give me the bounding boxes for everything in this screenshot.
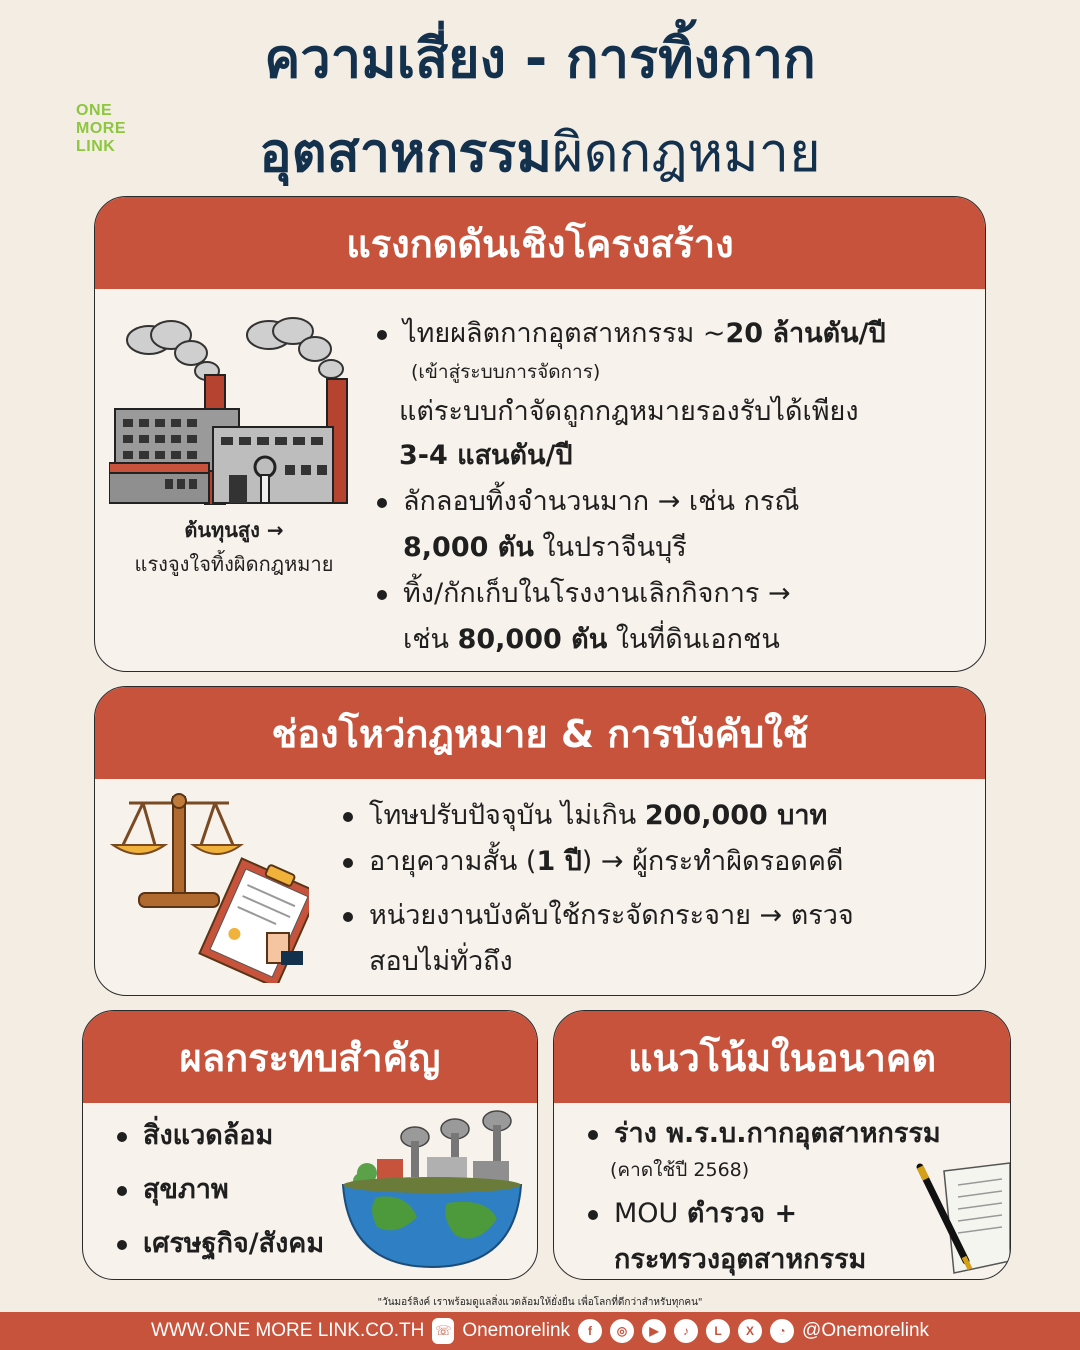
bullet-continuation: แต่ระบบกำจัดถูกกฎหมายรองรับได้เพียง — [399, 396, 859, 427]
factory-illustration — [109, 315, 359, 505]
bullet-closed-factories — [403, 577, 791, 611]
future-trends-card — [553, 1010, 1011, 1280]
draft-act-label: ร่าง พ.ร.บ.กากอุตสาหกรรม — [614, 1118, 941, 1149]
fine-amount: 200,000 บาท — [644, 800, 828, 831]
bullet-bold: 20 ล้านตัน/ปี — [725, 318, 886, 349]
trend-mou — [614, 1197, 797, 1231]
bullet-continuation-bold — [399, 439, 573, 473]
limitation-period: 1 ปี — [536, 846, 582, 877]
social-handle[interactable]: @Onemorelink — [802, 1320, 930, 1341]
x-icon[interactable]: X — [738, 1319, 762, 1343]
mou-pre: MOU — [614, 1198, 687, 1229]
legal-gaps-card — [94, 686, 986, 996]
youtube-icon[interactable]: ▶ — [642, 1319, 666, 1343]
bullet-illegal-dumping — [403, 485, 799, 519]
tagline-quote: "วันมอร์ลิงค์ เราพร้อมดูแลสิ่งแวดล้อมให้ยั่งยืน เพื่อโลกที่ดีกว่าสำหรับทุกคน" — [377, 1297, 703, 1308]
bullet-continuation — [403, 531, 687, 565]
bullet-continuation: สอบไม่ทั่วถึง — [369, 946, 513, 977]
logo-word-2: MORE — [76, 120, 126, 137]
logo-word-3: LINK — [76, 138, 116, 155]
bullet-waste-production — [403, 317, 886, 351]
impact-label: สุขภาพ — [143, 1174, 229, 1205]
key-impacts-card — [82, 1010, 538, 1280]
bullet-text: โทษปรับปัจจุบัน ไม่เกิน — [369, 800, 645, 831]
bullet-rest: ) → ผู้กระทำผิดรอดคดี — [581, 846, 844, 877]
website-link[interactable]: WWW.ONE MORE LINK.CO.TH — [150, 1320, 425, 1341]
bullet-text: ลักลอบทิ้งจำนวนมาก → เช่น กรณี — [403, 486, 800, 517]
line-id[interactable]: Onemorelink — [462, 1320, 571, 1341]
title-bold-part: อุตสาหกรรม — [259, 121, 552, 184]
structural-pressure-card — [94, 196, 986, 672]
footer-bar — [0, 1312, 1080, 1350]
scales-and-clipboard-illustration — [109, 793, 309, 983]
pen-and-paper-illustration — [914, 1161, 1011, 1280]
instagram-icon[interactable]: ◎ — [610, 1319, 634, 1343]
bullet-pre: อายุความสั้น ( — [369, 846, 537, 877]
impact-label: เศรษฐกิจ/สังคม — [143, 1228, 325, 1259]
bullet-continuation — [403, 623, 780, 657]
stored-amount: 80,000 ตัน — [457, 624, 608, 655]
trend-note: (คาดใช้ปี 2568) — [610, 1159, 750, 1181]
stored-location: ในที่ดินเอกชน — [607, 624, 780, 655]
section-heading: แรงกดดันเชิงโครงสร้าง — [95, 197, 985, 289]
bullet-text: ไทยผลิตกากอุตสาหกรรม ~ — [403, 318, 726, 349]
logo-word-1: ONE — [76, 102, 113, 119]
trend-continuation — [614, 1243, 866, 1277]
bullet-note: (เข้าสู่ระบบการจัดการ) — [411, 361, 601, 383]
capacity-value: 3-4 แสนตัน/ปี — [399, 440, 573, 471]
bullet-short-limitation — [369, 845, 843, 879]
polluted-earth-illustration — [337, 1107, 527, 1277]
trend-draft-act — [614, 1117, 941, 1151]
brand-logo — [76, 102, 140, 156]
facebook-icon[interactable]: f — [578, 1319, 602, 1343]
bullet-text: หน่วยงานบังคับใช้กระจัดกระจาย → ตรวจ — [369, 900, 854, 931]
page-title-line2 — [100, 121, 980, 184]
impact-health — [143, 1173, 229, 1207]
factory-caption — [109, 513, 359, 581]
page-title-line1: ความเสี่ยง - การทิ้งกาก — [264, 27, 816, 90]
impact-environment — [143, 1119, 273, 1153]
bullet-current-fine — [369, 799, 827, 833]
chat-icon[interactable]: ◔ — [770, 1319, 794, 1343]
title-light-part: ผิดกฎหมาย — [551, 121, 821, 184]
section-heading: ผลกระทบสำคัญ — [83, 1011, 537, 1103]
caption-bold: ต้นทุนสูง → — [184, 518, 284, 542]
mou-police: ตำรวจ + — [686, 1198, 798, 1229]
caption-text: แรงจูงใจทิ้งผิดกฎหมาย — [134, 552, 334, 576]
section-heading: แนวโน้มในอนาคต — [554, 1011, 1010, 1103]
impact-label: สิ่งแวดล้อม — [143, 1120, 274, 1151]
bullet-fragmented-agencies — [369, 899, 854, 933]
section-heading: ช่องโหว่กฎหมาย & การบังคับใช้ — [95, 687, 985, 779]
line-app-icon[interactable]: L — [706, 1319, 730, 1343]
dump-location: ในปราจีนบุรี — [533, 532, 687, 563]
tiktok-icon[interactable]: ♪ — [674, 1319, 698, 1343]
bullet-text: ทิ้ง/กักเก็บในโรงงานเลิกกิจการ → — [403, 578, 791, 609]
impact-economy-society — [143, 1227, 324, 1261]
phone-icon: ☏ — [432, 1318, 454, 1344]
dump-amount: 8,000 ตัน — [403, 532, 534, 563]
bullet-pre: เช่น — [403, 624, 458, 655]
mou-ministry: กระทรวงอุตสาหกรรม — [614, 1244, 867, 1275]
